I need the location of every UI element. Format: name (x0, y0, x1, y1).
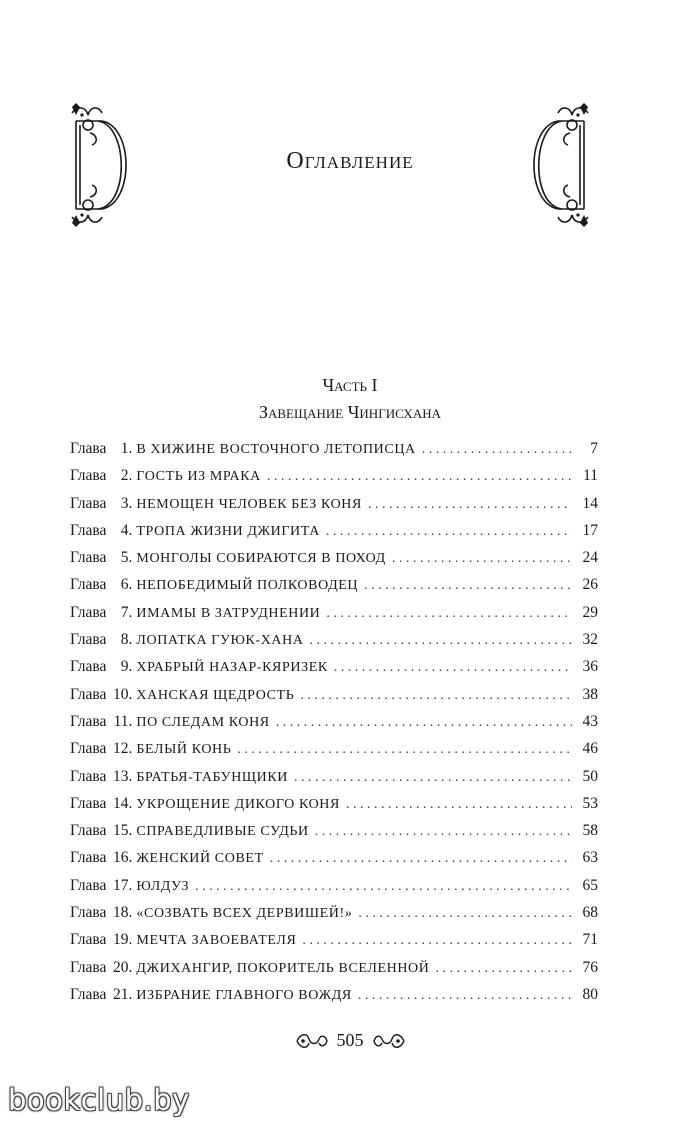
chapter-label: Глава (70, 849, 107, 867)
chapter-number: 5. (120, 549, 133, 567)
part-subtitle: Завещание Чингисхана (258, 402, 441, 422)
chapter-title: В ХИЖИНЕ ВОСТОЧНОГО ЛЕТОПИСЦА (136, 442, 416, 457)
toc-entry (70, 604, 598, 631)
chapter-title: ИМАМЫ В ЗАТРУДНЕНИИ (136, 605, 321, 621)
chapter-number: 7. (120, 603, 133, 621)
chapter-title: БЕЛЫЙ КОНЬ (136, 742, 232, 758)
toc-entry (70, 467, 598, 494)
toc-entry (70, 986, 598, 1013)
toc-entry (70, 713, 598, 740)
toc-entry (70, 740, 598, 767)
part-title: Часть I (322, 375, 378, 395)
dot-leader (302, 933, 572, 949)
chapter-number: 2. (120, 467, 133, 485)
chapter-page: 50 (582, 767, 598, 785)
dot-leader (435, 961, 572, 977)
chapter-title: ХАНСКАЯ ЩЕДРОСТЬ (136, 687, 295, 703)
chapter-number: 14. (113, 794, 133, 812)
toc-entry (70, 931, 598, 958)
toc-entry (70, 686, 598, 713)
chapter-title: ХРАБРЫЙ НАЗАР-КЯРИЗЕК (136, 660, 328, 676)
chapter-number: 3. (120, 494, 133, 512)
chapter-label: Глава (70, 549, 107, 567)
chapter-page: 32 (582, 631, 598, 649)
chapter-page: 58 (582, 822, 598, 840)
chapter-page: 53 (582, 794, 598, 812)
page-title: Оглавление (286, 148, 414, 174)
toc-entry (70, 795, 598, 822)
dot-leader (294, 770, 572, 786)
chapter-title: ДЖИХАНГИР, ПОКОРИТЕЛЬ ВСЕЛЕННОЙ (136, 960, 430, 976)
page-number: 505 (336, 1030, 364, 1050)
chapter-title: «СОЗВАТЬ ВСЕХ ДЕРВИШЕЙ!» (136, 906, 353, 922)
chapter-label: Глава (70, 467, 107, 485)
toc-entry (70, 877, 598, 904)
dot-leader (237, 742, 572, 758)
toc-entry (70, 576, 598, 603)
chapter-number: 8. (120, 631, 133, 649)
chapter-label: Глава (70, 767, 107, 785)
chapter-label: Глава (70, 712, 107, 730)
dot-leader (315, 824, 572, 840)
chapter-number: 20. (113, 958, 133, 976)
chapter-number: 17. (113, 876, 133, 894)
chapter-label: Глава (70, 931, 107, 949)
chapter-page: 36 (582, 658, 598, 676)
dot-leader (310, 633, 572, 649)
chapter-number: 12. (113, 740, 133, 758)
chapter-title: ТРОПА ЖИЗНИ ДЖИГИТА (136, 523, 320, 539)
toc-entry (70, 849, 598, 876)
chapter-page: 43 (582, 712, 598, 730)
chapter-label: Глава (70, 576, 107, 594)
chapter-label: Глава (70, 876, 107, 894)
chapter-label: Глава (70, 440, 107, 457)
right-flourish-icon (372, 1031, 406, 1051)
chapter-title: НЕПОБЕДИМЫЙ ПОЛКОВОДЕЦ (136, 578, 359, 594)
chapter-title: ГОСТЬ ИЗ МРАКА (136, 469, 261, 485)
chapter-page: 63 (582, 849, 598, 867)
chapter-number: 21. (113, 985, 133, 1003)
chapter-title: ЖЕНСКИЙ СОВЕТ (136, 851, 264, 867)
chapter-page: 76 (582, 958, 598, 976)
chapter-label: Глава (70, 685, 107, 703)
dot-leader (334, 660, 572, 676)
chapter-page: 65 (582, 876, 598, 894)
chapter-number: 16. (113, 849, 133, 867)
toc-entry (70, 768, 598, 795)
chapter-number: 11. (113, 712, 133, 730)
toc-entry (70, 959, 598, 986)
chapter-label: Глава (70, 603, 107, 621)
chapter-number: 6. (120, 576, 133, 594)
chapter-number: 19. (113, 931, 133, 949)
chapter-label: Глава (70, 985, 107, 1003)
toc-entry (70, 904, 598, 931)
toc-entry (70, 549, 598, 576)
dot-leader (422, 442, 572, 458)
chapter-number: 1. (120, 440, 133, 457)
chapter-label: Глава (70, 631, 107, 649)
dot-leader (358, 988, 572, 1004)
dot-leader (267, 469, 572, 485)
chapter-label: Глава (70, 740, 107, 758)
chapter-page: 17 (582, 521, 598, 539)
dot-leader (358, 906, 572, 922)
toc-entry (70, 440, 598, 467)
chapter-page: 24 (582, 549, 598, 567)
toc-entry (70, 658, 598, 685)
dot-leader (270, 851, 572, 867)
chapter-page: 29 (582, 603, 598, 621)
chapter-number: 10. (113, 685, 133, 703)
chapter-title: ПО СЛЕДАМ КОНЯ (136, 714, 270, 730)
dot-leader (326, 606, 572, 622)
chapter-title: ИЗБРАНИЕ ГЛАВНОГО ВОЖДЯ (136, 987, 352, 1003)
dot-leader (300, 688, 572, 704)
chapter-page: 7 (590, 440, 598, 457)
chapter-title: БРАТЬЯ-ТАБУНЩИКИ (136, 769, 288, 785)
chapter-page: 38 (582, 685, 598, 703)
dot-leader (346, 797, 572, 813)
chapter-page: 46 (582, 740, 598, 758)
chapter-page: 11 (583, 467, 598, 485)
table-of-contents (70, 440, 598, 1013)
chapter-page: 26 (582, 576, 598, 594)
dot-leader (368, 497, 572, 513)
chapter-title: ЛОПАТКА ГУЮК-ХАНА (136, 633, 304, 649)
chapter-number: 9. (120, 658, 133, 676)
chapter-label: Глава (70, 904, 107, 922)
toc-entry (70, 495, 598, 522)
chapter-page: 71 (582, 931, 598, 949)
dot-leader (276, 715, 572, 731)
page-footer (0, 1030, 700, 1051)
chapter-title: НЕМОЩЕН ЧЕЛОВЕК БЕЗ КОНЯ (136, 496, 362, 512)
chapter-number: 4. (120, 521, 133, 539)
chapter-title: МОНГОЛЫ СОБИРАЮТСЯ В ПОХОД (136, 551, 386, 567)
chapter-label: Глава (70, 958, 107, 976)
chapter-page: 14 (582, 494, 598, 512)
dot-leader (195, 879, 572, 895)
chapter-label: Глава (70, 658, 107, 676)
toc-entry (70, 631, 598, 658)
chapter-number: 18. (113, 904, 133, 922)
chapter-title: МЕЧТА ЗАВОЕВАТЕЛЯ (136, 933, 297, 949)
chapter-title: УКРОЩЕНИЕ ДИКОГО КОНЯ (136, 796, 340, 812)
chapter-number: 15. (113, 822, 133, 840)
toc-entry (70, 522, 598, 549)
chapter-title: ЮЛДУЗ (136, 878, 190, 894)
watermark: bookclub.by (8, 1083, 190, 1117)
chapter-page: 68 (582, 904, 598, 922)
chapter-label: Глава (70, 494, 107, 512)
chapter-title: СПРАВЕДЛИВЫЕ СУДЬИ (136, 824, 309, 840)
toc-entry (70, 822, 598, 849)
dot-leader (364, 578, 572, 594)
dot-leader (392, 551, 572, 567)
left-flourish-icon (295, 1031, 329, 1051)
chapter-label: Глава (70, 794, 107, 812)
chapter-number: 13. (113, 767, 133, 785)
dot-leader (326, 524, 572, 540)
chapter-label: Глава (70, 822, 107, 840)
chapter-label: Глава (70, 521, 107, 539)
chapter-page: 80 (582, 985, 598, 1003)
